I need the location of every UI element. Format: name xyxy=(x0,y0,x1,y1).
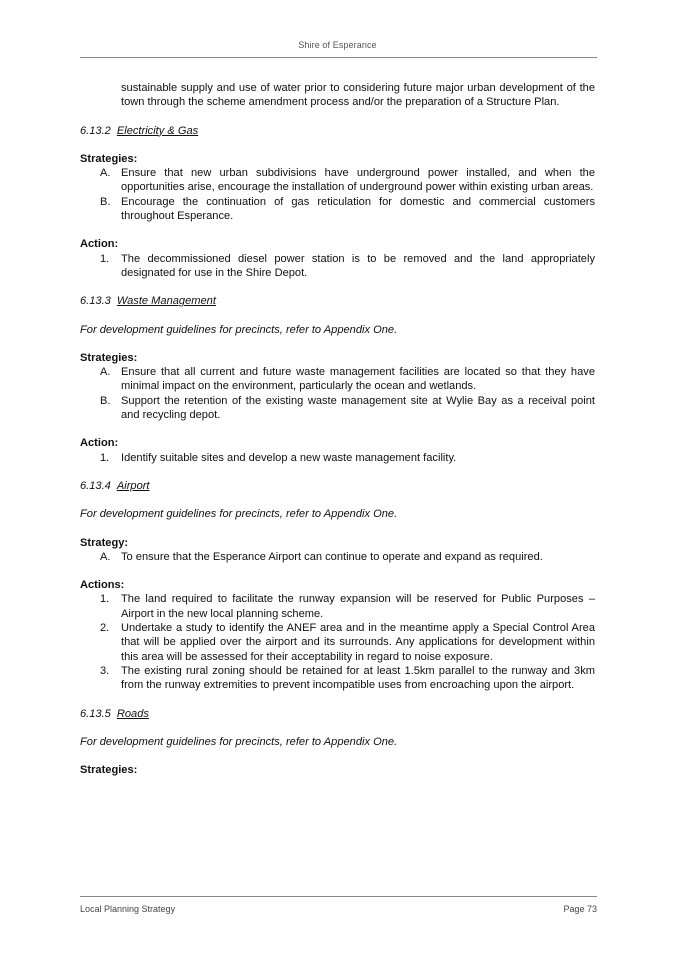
action-label: Actions: xyxy=(80,579,125,592)
section-number: 6.13.3 xyxy=(80,295,111,308)
list-text: The existing rural zoning should be retained for at least 1.5km parallel to the runway and 3km from the runway extremities to prevent incompatible uses from encroaching upon the airport. xyxy=(121,664,595,692)
section-title: Waste Management xyxy=(116,295,216,308)
list-item xyxy=(80,621,595,664)
footer-document-title: Local Planning Strategy xyxy=(80,904,176,914)
list-text: To ensure that the Esperance Airport can continue to operate and expand as required. xyxy=(121,550,543,563)
list-marker: 1. xyxy=(100,252,110,265)
footer-rule xyxy=(80,896,597,897)
section-roads xyxy=(80,707,595,778)
section-number: 6.13.5 xyxy=(80,707,111,720)
list-item xyxy=(80,664,595,693)
footer-page-number: Page 73 xyxy=(563,904,597,914)
list-text: Ensure that all current and future waste management facilities are located so that they have minimal impact on the environment, particularly the ocean and wetlands. xyxy=(121,366,595,393)
list-marker: 1. xyxy=(100,593,110,606)
actions-list xyxy=(80,592,595,692)
list-marker: 1. xyxy=(100,451,110,464)
list-item xyxy=(80,451,595,465)
section-airport xyxy=(80,479,595,693)
list-marker: 3. xyxy=(100,664,110,677)
section-heading xyxy=(80,479,595,493)
header-rule xyxy=(80,57,597,58)
list-item xyxy=(80,166,595,195)
list-marker: A. xyxy=(100,366,111,379)
page-body xyxy=(80,81,595,777)
actions-list xyxy=(80,451,595,465)
strategies-label: Strategies: xyxy=(80,152,138,165)
section-title: Airport xyxy=(116,479,150,492)
section-heading xyxy=(80,124,595,138)
section-number: 6.13.4 xyxy=(80,479,111,492)
section-title: Roads xyxy=(116,707,149,720)
strategies-label: Strategies: xyxy=(80,351,138,364)
section-number: 6.13.2 xyxy=(80,124,111,137)
list-item xyxy=(80,550,595,564)
intro-paragraph: sustainable supply and use of water prior to considering future major urban development of the town through the scheme amendment process and/or the preparation of a Structure Plan. xyxy=(121,82,595,109)
section-electricity-gas xyxy=(80,124,595,281)
strategies-label: Strategies: xyxy=(80,764,138,777)
list-marker: A. xyxy=(100,167,111,180)
guideline-note: For development guidelines for precincts, refer to Appendix One. xyxy=(80,323,398,336)
list-text: The land required to facilitate the runway expansion will be reserved for Public Purposes – Airport in the new local planning scheme. xyxy=(121,593,595,620)
list-item xyxy=(80,252,595,281)
strategies-list xyxy=(80,166,595,223)
action-label: Action: xyxy=(80,437,119,450)
section-waste-management xyxy=(80,294,595,465)
section-heading xyxy=(80,707,595,721)
list-text: The decommissioned diesel power station is to be removed and the land appropriately designated for use in the Shire Depot. xyxy=(121,252,595,279)
list-item xyxy=(80,365,595,394)
list-text: Undertake a study to identify the ANEF area and in the meantime apply a Special Control Area that will be applied over the airport and its surrounds. Any applications for development within this area will be assessed for their acceptability in regard to noise exposure. xyxy=(121,622,595,663)
section-title: Electricity & Gas xyxy=(116,124,199,137)
list-item xyxy=(80,394,595,423)
section-heading xyxy=(80,294,595,308)
list-item xyxy=(80,592,595,621)
guideline-note: For development guidelines for precincts, refer to Appendix One. xyxy=(80,735,398,748)
list-marker: 2. xyxy=(100,622,110,635)
list-text: Ensure that new urban subdivisions have underground power installed, and when the opportunities arise, encourage the installation of underground power within existing urban areas. xyxy=(121,167,595,194)
guideline-note: For development guidelines for precincts, refer to Appendix One. xyxy=(80,508,398,521)
strategies-list xyxy=(80,550,595,564)
list-marker: B. xyxy=(100,195,111,208)
list-marker: A. xyxy=(100,550,111,563)
list-text: Identify suitable sites and develop a new waste management facility. xyxy=(121,451,457,464)
action-label: Action: xyxy=(80,238,119,251)
list-marker: B. xyxy=(100,394,111,407)
strategies-list xyxy=(80,365,595,422)
strategies-label: Strategy: xyxy=(80,536,129,549)
list-text: Encourage the continuation of gas reticulation for domestic and commercial customers throughout Esperance. xyxy=(121,195,595,223)
list-item xyxy=(80,195,595,224)
actions-list xyxy=(80,252,595,281)
list-text: Support the retention of the existing waste management site at Wylie Bay as a receival point and recycling depot. xyxy=(121,394,595,422)
running-header: Shire of Esperance xyxy=(298,40,377,50)
